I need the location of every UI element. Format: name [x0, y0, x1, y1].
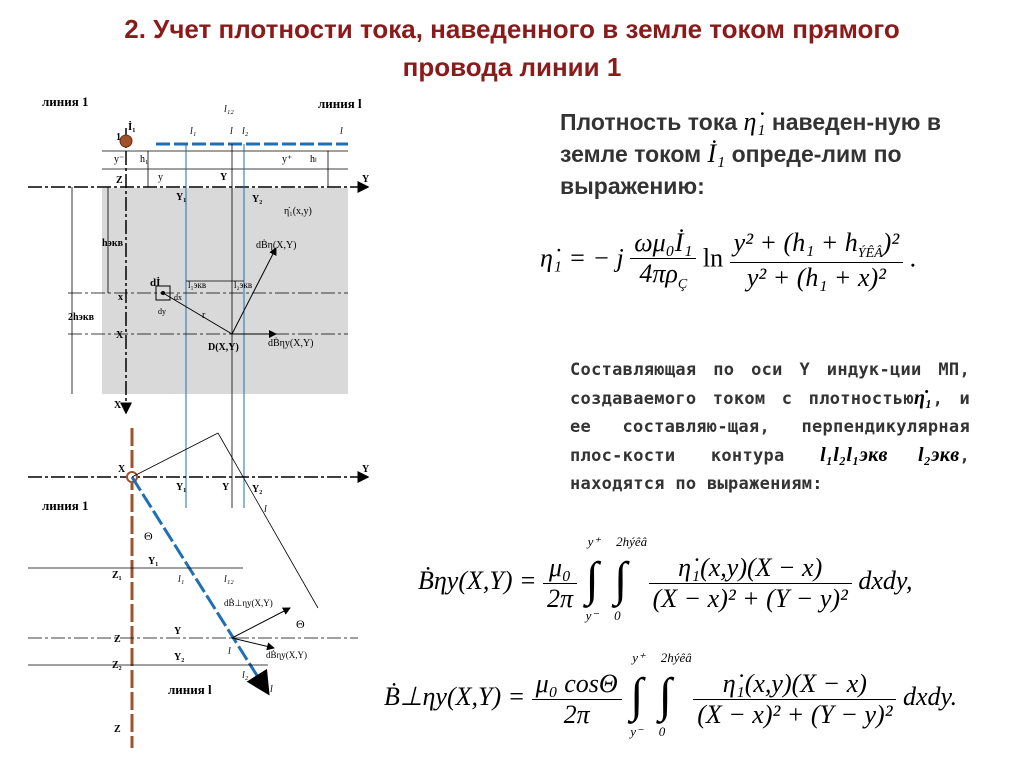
intro-paragraph: [560, 106, 980, 202]
formula-eta-log-num: y² + (h₁ + h: [733, 228, 858, 257]
label-line1: линия 1: [42, 94, 89, 109]
formula-b-coef-den: 2π: [547, 583, 574, 613]
formula-b-int1-hi: y⁺: [587, 534, 601, 549]
label-Y2-lower: Y₂: [252, 484, 263, 495]
label-line1-bottom: линия 1: [42, 498, 89, 513]
label-theta2: Θ: [296, 617, 305, 631]
formula-eta-ln: ln: [702, 243, 724, 273]
label-X-axis: X: [114, 400, 122, 411]
label-Y2-b: Y₂: [174, 652, 185, 663]
geometry-diagram: [28, 88, 388, 748]
label-l: l: [230, 126, 233, 137]
label-linel: линия l: [318, 96, 362, 111]
label-l1-b: l₁: [178, 574, 185, 585]
formula-b-num: η̇₁(x,y)(X − x): [649, 553, 852, 584]
label-i1: İ₁: [128, 121, 136, 133]
label-X: X: [116, 330, 124, 341]
formula-eta-coef: [630, 228, 696, 293]
label-l-right: l: [340, 126, 343, 137]
label-r: r: [202, 310, 206, 321]
formula-eta-coef-num: ωμ₀İ₁: [630, 228, 696, 259]
label-Z-top: Z: [116, 175, 123, 186]
formula-b-perp-kernel: [693, 669, 896, 730]
label-Y1-top: Y₁: [176, 192, 187, 203]
second-paragraph: [570, 356, 970, 498]
label-Y-lower: Y: [362, 464, 370, 475]
label-D: D(X,Y): [208, 342, 239, 353]
formula-b-coef-num: μ₀: [543, 553, 577, 584]
formula-b-perp-integral-2: ∫ 2hýêâ 0: [658, 650, 692, 739]
label-l-diag: l: [264, 504, 267, 515]
formula-eta-coef-den-sub: Ç: [677, 277, 688, 293]
label-l12-b: l₁₂: [224, 574, 234, 585]
label-theta: Θ: [144, 529, 153, 543]
formula-b-perp-coef-num: μ₀ cosΘ: [532, 669, 622, 700]
label-Y-b: Y: [174, 626, 182, 637]
label-linel-bottom: линия l: [168, 682, 212, 697]
formula-b-int1-lo: y⁻: [585, 608, 599, 623]
label-l12: l₁₂: [224, 104, 234, 115]
label-dI: dİ: [150, 277, 161, 289]
label-Y1-lower: Y₁: [176, 482, 187, 493]
label-y-minus: y⁻: [114, 154, 125, 165]
formula-b-tail: dxdy,: [858, 565, 913, 595]
label-Z-b: Z: [114, 634, 121, 645]
formula-eta-log-den: y² + (h₁ + x)²: [746, 263, 886, 293]
label-dB: dḂη(X,Y): [256, 240, 297, 251]
formula-b-perp-den: (X − x)² + (Y − y)²: [697, 699, 893, 729]
formula-b-perp-coef: [532, 669, 622, 730]
label-X-lower: X: [118, 464, 126, 475]
formula-b: [418, 534, 913, 623]
label-Y-top: Y: [220, 172, 228, 183]
label-x: x: [118, 292, 123, 303]
label-l2: l₂: [242, 126, 249, 137]
label-Z2: Z₂: [112, 660, 122, 671]
formula-eta: [540, 228, 916, 293]
formula-eta-coef-den: 4πρ: [639, 259, 678, 288]
label-l1: l₁: [190, 126, 197, 137]
label-Y2-top: Y₂: [252, 194, 263, 205]
formula-b-perp: [384, 650, 958, 739]
label-l-b2: l: [270, 684, 273, 695]
label-dx: dx: [174, 293, 182, 302]
formula-b-perp-integral-1: ∫ y⁺ y⁻: [630, 650, 645, 739]
label-y-small: y: [158, 172, 163, 183]
formula-eta-log-num-end: )²: [882, 228, 900, 257]
formula-b-integral-2: ∫ 2hýêâ 0: [614, 534, 648, 623]
formula-b-den: (X − x)² + (Y − y)²: [652, 583, 848, 613]
label-dBy-b: dḂηy(X,Y): [266, 650, 307, 660]
label-one: 1: [116, 132, 121, 143]
intro-text-c: опреде-лим по выражению:: [560, 141, 902, 199]
title-line-1: 2. Учет плотности тока, наведенного в земле током прямого: [124, 14, 900, 44]
label-Y-mid-lower: Y: [222, 482, 230, 493]
label-Y1-b: Y₁: [148, 556, 159, 567]
formula-eta-end: .: [909, 243, 917, 273]
label-l1ekv: l₁экв: [188, 280, 207, 290]
I1-symbol: İ₁: [707, 139, 726, 168]
label-Z-end: Z: [114, 724, 121, 735]
line-l-inclined: [132, 477, 268, 693]
contour-symbol: l₁l₂l₁экв l₂экв: [820, 444, 960, 466]
formula-b-perp-tail: dxdy.: [902, 681, 958, 711]
formula-b-perp-int1-lo: y⁻: [630, 724, 643, 739]
line1-conductor: [120, 135, 132, 147]
label-dy: dy: [158, 307, 166, 316]
second-eta-symbol: η̇₁: [914, 387, 933, 409]
formula-eta-lhs: η̇₁ = − j: [540, 243, 624, 273]
label-y-plus: y⁺: [282, 154, 293, 165]
formula-b-perp-int2-lo: 0: [658, 724, 666, 739]
label-hl: hₗ: [310, 154, 317, 165]
formula-b-lhs: Ḃηy(X,Y) =: [418, 565, 537, 595]
label-hekv: hэкв: [102, 238, 124, 249]
formula-eta-log: [730, 228, 903, 293]
intro-text-b: наведен-ную в земле током: [560, 109, 941, 167]
formula-b-perp-num: η̇₁(x,y)(X − x): [693, 669, 896, 700]
formula-b-perp-int2-hi: 2hýêâ: [660, 650, 692, 665]
label-Z1: Z₁: [112, 570, 122, 581]
formula-b-int2-hi: 2hýêâ: [616, 534, 648, 549]
formula-b-perp-int1-hi: y⁺: [632, 650, 645, 665]
page-title: [0, 10, 1024, 86]
label-l-b: l: [228, 646, 231, 657]
second-text-a: Составляющая по оси Y индук-ции МП, создаваемого током с плотностью: [570, 360, 970, 409]
title-line-2: провода линии 1: [402, 52, 622, 82]
label-eta: η̇₁(x,y): [284, 206, 312, 217]
second-text-c: , находятся по выражениям:: [570, 446, 970, 494]
ground-region: [102, 188, 348, 394]
formula-b-perp-coef-den: 2π: [563, 699, 590, 729]
label-h1: h₁: [140, 154, 149, 165]
label-dBperp: dḂ⊥ηy(X,Y): [224, 598, 273, 608]
formula-b-int2-lo: 0: [614, 608, 621, 623]
label-l2ekv: l₂экв: [234, 280, 253, 290]
intro-text-a: Плотность тока: [560, 109, 744, 135]
label-l2-b: l₂: [242, 670, 249, 681]
formula-b-coef: [543, 553, 577, 614]
formula-b-integral-1: ∫ y⁺ y⁻: [585, 534, 601, 623]
label-2hekv: 2hэкв: [68, 312, 95, 323]
second-text-b: , и ее составляю-щая, перпендикулярная плос-кости контура: [570, 389, 970, 466]
label-Y-axis-top: Y: [362, 174, 370, 185]
formula-b-perp-lhs: Ḃ⊥ηy(X,Y) =: [384, 681, 526, 711]
formula-b-kernel: [649, 553, 852, 614]
formula-eta-log-num-sub: ÝÊÂ: [857, 246, 883, 262]
label-dBy: dḂηy(X,Y): [268, 338, 314, 349]
eta1-symbol: η̇₁: [743, 107, 766, 136]
